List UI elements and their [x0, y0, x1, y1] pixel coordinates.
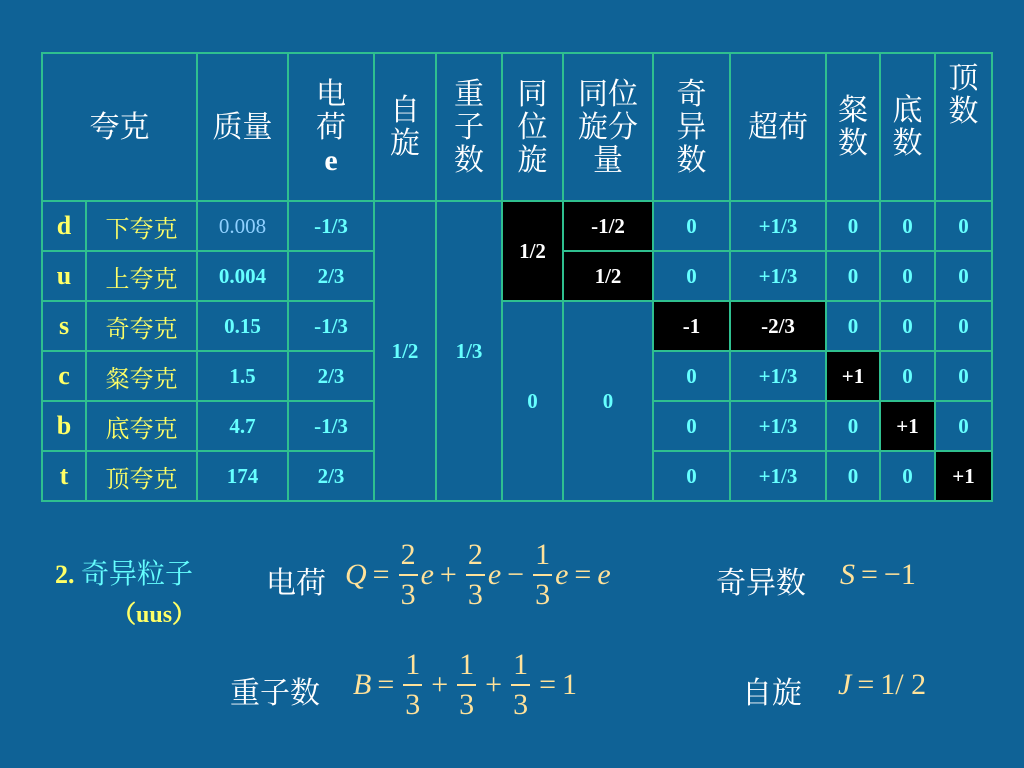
quark-bottom: +1 [880, 401, 935, 451]
header-charge-unit: e [324, 143, 338, 177]
quark-charm: 0 [826, 401, 880, 451]
minus-sign: − [507, 558, 525, 591]
denominator: 3 [457, 684, 476, 720]
section-title: 奇异粒子 [81, 559, 194, 590]
isospin-rest-cell: 0 [502, 301, 563, 501]
equals-sign: = [377, 668, 395, 701]
header-isospin-comp-text: 同位旋分量 [578, 77, 638, 177]
header-spin-text: 自旋 [390, 94, 420, 160]
charge-formula [345, 540, 611, 610]
table-row [42, 201, 992, 251]
quark-charm: 0 [826, 301, 880, 351]
quark-iz: -1/2 [563, 201, 653, 251]
strangeness-label: 奇异数 [716, 567, 806, 600]
denominator: 3 [466, 574, 485, 610]
fraction [457, 650, 476, 720]
fraction [399, 540, 418, 610]
quark-hypercharge: +1/3 [730, 251, 826, 301]
header-top-text: 顶数 [948, 62, 979, 128]
equals-sign: = [857, 668, 875, 701]
quark-charm: 0 [826, 451, 880, 501]
quark-charge: -1/3 [288, 401, 374, 451]
quark-charm: 0 [826, 201, 880, 251]
section-heading [55, 552, 193, 592]
header-isospin [502, 53, 563, 201]
quark-symbol: c [42, 351, 86, 401]
quark-strangeness: 0 [653, 251, 730, 301]
baryon-label: 重子数 [230, 677, 320, 710]
symbol-e: e [487, 558, 502, 591]
header-charm-text: 粲数 [838, 94, 868, 160]
quark-bottom: 0 [880, 451, 935, 501]
quark-mass: 4.7 [197, 401, 288, 451]
numerator: 1 [535, 538, 551, 571]
section-content: （uus） [112, 602, 197, 628]
quark-name: 奇夸克 [86, 301, 197, 351]
quark-charge: -1/3 [288, 301, 374, 351]
quark-hypercharge: +1/3 [730, 201, 826, 251]
header-top [935, 53, 992, 201]
spin-label: 自旋 [742, 677, 802, 710]
quark-symbol: d [42, 201, 86, 251]
quark-symbol: s [42, 301, 86, 351]
symbol-q: Q [345, 558, 367, 591]
quark-top: 0 [935, 301, 992, 351]
numerator: 1 [513, 648, 529, 681]
equals-sign: = [539, 668, 557, 701]
quark-strangeness: -1 [653, 301, 730, 351]
header-baryon [436, 53, 502, 201]
quark-hypercharge: +1/3 [730, 401, 826, 451]
header-charge [288, 53, 374, 201]
fraction [466, 540, 485, 610]
denominator: 3 [399, 574, 418, 610]
quark-top: 0 [935, 251, 992, 301]
header-bottom [880, 53, 935, 201]
table-row [42, 301, 992, 351]
fraction [511, 650, 530, 720]
quark-top: 0 [935, 351, 992, 401]
header-bottom-text: 底数 [892, 94, 923, 160]
header-charm [826, 53, 880, 201]
quark-mass: 0.004 [197, 251, 288, 301]
symbol-e: e [597, 558, 611, 591]
baryon-value: 1 [562, 668, 578, 701]
numerator: 1 [405, 648, 421, 681]
spin-formula [838, 668, 926, 702]
quark-strangeness: 0 [653, 201, 730, 251]
baryon-formula [353, 650, 577, 720]
equals-sign: = [574, 558, 592, 591]
header-baryon-text: 重子数 [454, 77, 484, 177]
baryon-cell: 1/3 [436, 201, 502, 501]
quark-bottom: 0 [880, 351, 935, 401]
numerator: 2 [400, 538, 416, 571]
numerator: 2 [467, 538, 483, 571]
denominator: 3 [533, 574, 552, 610]
quark-name: 上夸克 [86, 251, 197, 301]
quark-bottom: 0 [880, 251, 935, 301]
isospin-ud-cell: 1/2 [502, 201, 563, 301]
quark-top: 0 [935, 401, 992, 451]
quark-name: 底夸克 [86, 401, 197, 451]
symbol-e: e [420, 558, 434, 591]
fraction [533, 540, 552, 610]
quark-mass: 1.5 [197, 351, 288, 401]
symbol-j: J [838, 668, 852, 701]
quark-mass: 0.15 [197, 301, 288, 351]
header-quark: 夸克 [42, 53, 197, 201]
header-isospin-text: 同位旋 [517, 77, 548, 177]
header-row [42, 53, 992, 201]
quark-table [41, 52, 993, 502]
quark-name: 粲夸克 [86, 351, 197, 401]
strangeness-value: −1 [883, 558, 916, 591]
quark-hypercharge: -2/3 [730, 301, 826, 351]
quark-charge: 2/3 [288, 451, 374, 501]
fraction [403, 650, 422, 720]
quark-symbol: u [42, 251, 86, 301]
quark-mass: 174 [197, 451, 288, 501]
plus-sign: + [439, 558, 457, 591]
header-strangeness-text: 奇异数 [676, 77, 707, 177]
plus-sign: + [485, 668, 503, 701]
spin-cell: 1/2 [374, 201, 436, 501]
quark-top: +1 [935, 451, 992, 501]
equals-sign: = [861, 558, 878, 591]
quark-strangeness: 0 [653, 351, 730, 401]
plus-sign: + [431, 668, 449, 701]
quark-symbol: b [42, 401, 86, 451]
header-isospin-comp [563, 53, 653, 201]
symbol-e: e [555, 558, 569, 591]
quark-charge: 2/3 [288, 251, 374, 301]
header-hypercharge: 超荷 [730, 53, 826, 201]
quark-charm: +1 [826, 351, 880, 401]
charge-label: 电荷 [266, 567, 326, 600]
symbol-s: S [840, 558, 855, 591]
denominator: 3 [403, 684, 422, 720]
iz-rest-cell: 0 [563, 301, 653, 501]
equals-sign: = [372, 558, 390, 591]
symbol-b: B [353, 668, 372, 701]
strangeness-formula [840, 558, 916, 592]
quark-bottom: 0 [880, 201, 935, 251]
denominator: 3 [511, 684, 530, 720]
header-strangeness [653, 53, 730, 201]
quark-iz: 1/2 [563, 251, 653, 301]
quark-hypercharge: +1/3 [730, 451, 826, 501]
quark-symbol: t [42, 451, 86, 501]
quark-bottom: 0 [880, 301, 935, 351]
quark-name: 顶夸克 [86, 451, 197, 501]
spin-value: 1/ 2 [880, 668, 927, 701]
numerator: 1 [459, 648, 475, 681]
quark-hypercharge: +1/3 [730, 351, 826, 401]
quark-name: 下夸克 [86, 201, 197, 251]
quark-strangeness: 0 [653, 401, 730, 451]
quark-strangeness: 0 [653, 451, 730, 501]
quark-charm: 0 [826, 251, 880, 301]
quark-mass: 0.008 [197, 201, 288, 251]
quark-charge: -1/3 [288, 201, 374, 251]
header-charge-label: 电荷 [316, 77, 346, 144]
quark-charge: 2/3 [288, 351, 374, 401]
section-number: 2. [55, 560, 75, 589]
header-spin [374, 53, 436, 201]
header-mass: 质量 [197, 53, 288, 201]
quark-top: 0 [935, 201, 992, 251]
